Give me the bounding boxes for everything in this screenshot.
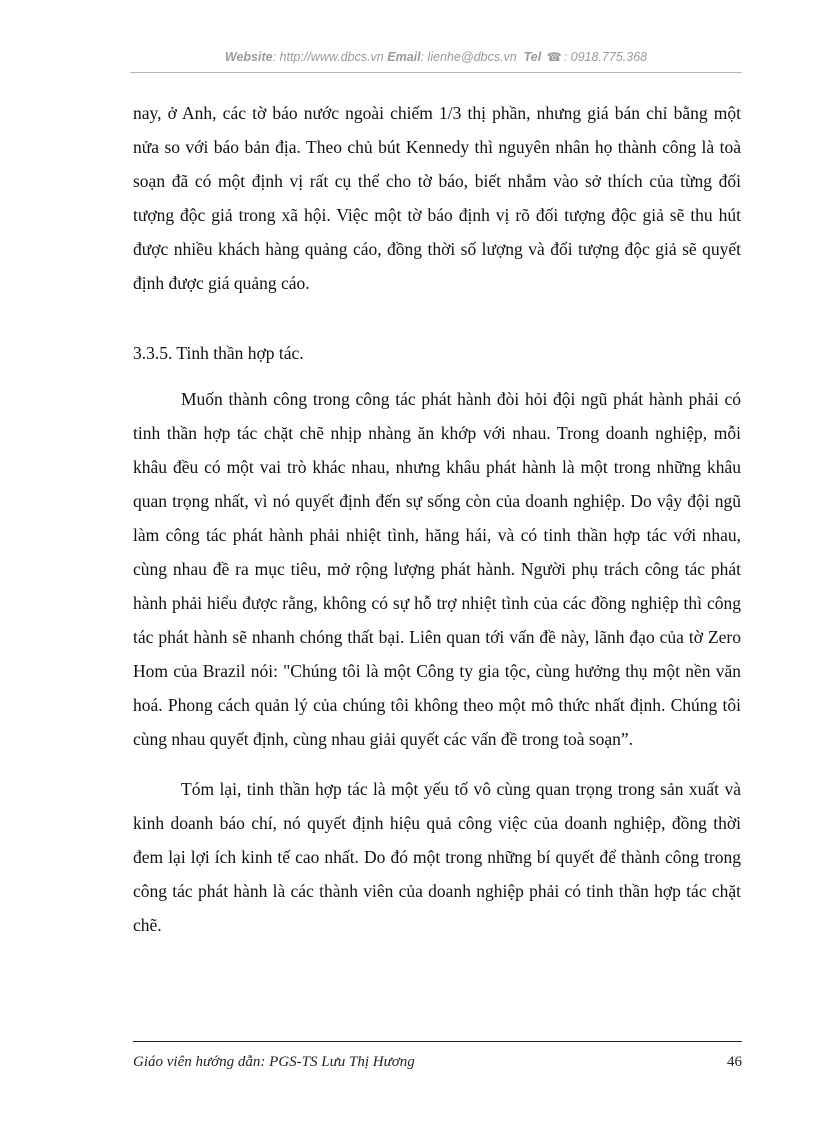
tel-label: Tel bbox=[523, 50, 542, 64]
paragraph-cooperation: Muốn thành công trong công tác phát hành đòi hỏi đội ngũ phát hành phải có tinh thần hợp tác chặt chẽ nhịp nhàng ăn khớp với nhau. Trong doanh nghiệp, mỗi khâu đều có một vai trò khác nhau, nhưng khâu phát hành là một trong những khâu quan trọng nhất, vì nó quyết định đến sự sống còn của doanh nghiệp. Do vậy đội ngũ làm công tác phát hành phải nhiệt tình, hăng hái, và có tinh thần hợp tác với nhau, cùng nhau đề ra mục tiêu, mở rộng lượng phát hành. Người phụ trách công tác phát hành phải hiểu được rằng, không có sự hỗ trợ nhiệt tình của các đồng nghiệp thì công tác phát hành sẽ nhanh chóng thất bại. Liên quan tới vấn đề này, lãnh đạo của tờ Zero Hom của Brazil nói: "Chúng tôi là một Công ty gia tộc, cùng hưởng thụ một nền văn hoá. Phong cách quản lý của chúng tôi không theo một mô thức nhất định. Chúng tôi cùng nhau quyết định, cùng nhau giải quyết các vấn đề trong toà soạn”. bbox=[133, 389, 741, 749]
website-value: : http://www.dbcs.vn bbox=[272, 50, 384, 64]
page-number: 46 bbox=[727, 1054, 742, 1070]
document-body bbox=[133, 96, 741, 942]
tel-value: : 0918.775.368 bbox=[563, 50, 648, 64]
email-value: : lienhe@dbcs.vn bbox=[420, 50, 517, 64]
footer-divider bbox=[133, 1041, 742, 1042]
page-header bbox=[130, 50, 742, 73]
paragraph-intro: nay, ở Anh, các tờ báo nước ngoài chiếm 1/3 thị phần, nhưng giá bán chỉ bằng một nửa so với báo bản địa. Theo chủ bút Kennedy thì nguyên nhân họ thành công là toà soạn đã có một định vị rất cụ thể cho tờ báo, biết nhắm vào sở thích của từng đối tượng độc giả trong xã hội. Việc một tờ báo định vị rõ đối tượng độc giả sẽ thu hút được nhiều khách hàng quảng cáo, đồng thời số lượng và đối tượng độc giả sẽ quyết định được giá quảng cáo. bbox=[133, 103, 741, 293]
section-heading: 3.3.5. Tinh thần hợp tác. bbox=[133, 343, 304, 363]
email-label: Email bbox=[387, 50, 421, 64]
website-label: Website bbox=[224, 50, 273, 64]
paragraph-summary: Tóm lại, tinh thần hợp tác là một yếu tố vô cùng quan trọng trong sản xuất và kinh doanh báo chí, nó quyết định hiệu quả công việc của doanh nghiệp, đồng thời đem lại lợi ích kinh tế cao nhất. Do đó một trong những bí quyết để thành công trong công tác phát hành là các thành viên của doanh nghiệp phải có tinh thần hợp tác chặt chẽ. bbox=[133, 779, 741, 935]
phone-icon: ☎ bbox=[546, 50, 562, 64]
footer-instructor: Giáo viên hướng dẫn: PGS-TS Lưu Thị Hương bbox=[133, 1054, 415, 1070]
